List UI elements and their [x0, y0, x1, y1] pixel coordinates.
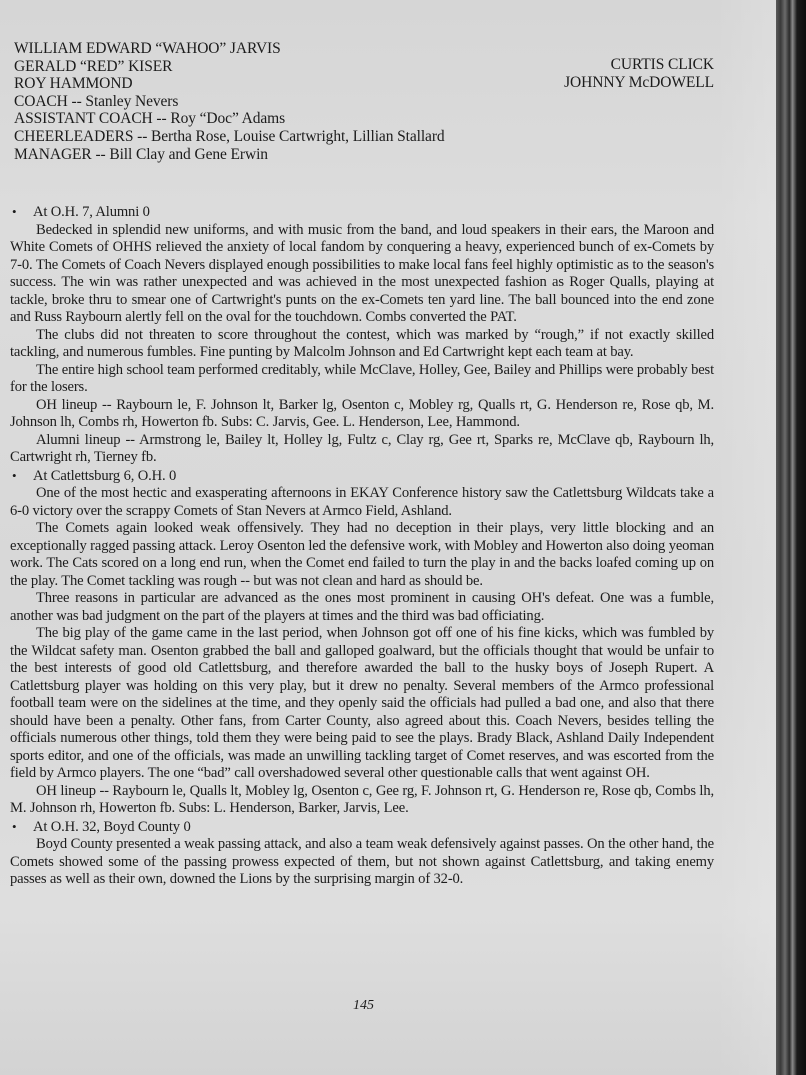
- manager-line: MANAGER -- Bill Clay and Gene Erwin: [14, 145, 268, 163]
- alumni-lineup: Alumni lineup -- Armstrong le, Bailey lt, Holley lg, Fultz c, Clay rg, Gee rt, Sparks re, McClave qb, Raybourn lh, Cartwright rh, Tierney fb.: [10, 431, 714, 465]
- game-score: At O.H. 7, Alumni 0: [33, 204, 150, 220]
- oh-lineup: OH lineup -- Raybourn le, F. Johnson lt, Barker lg, Osenton c, Mobley rg, Qualls rt, G. Henderson re, Rose qb, M. Johnson lh, Combs rh, Howerton fb. Subs: C. Jarvis, Gee. L. Henderson, Lee, Hammond.: [10, 396, 714, 430]
- oh-lineup: OH lineup -- Raybourn le, Qualls lt, Mobley lg, Osenton c, Gee rg, F. Johnson rt, G. Henderson re, Rose qb, Combs lh, M. Johnson rh, Howerton fb. Subs: L. Henderson, Barker, Jarvis, Lee.: [10, 782, 714, 816]
- cheerleaders-line: CHEERLEADERS -- Bertha Rose, Louise Cartwright, Lillian Stallard: [14, 127, 445, 145]
- page-number: 145: [353, 998, 374, 1013]
- bullet-icon: •: [12, 467, 17, 483]
- game-report-boyd-county: [10, 818, 714, 889]
- bullet-icon: •: [12, 818, 17, 834]
- roster-line: ROY HAMMOND: [14, 75, 133, 93]
- game-report-alumni: [10, 203, 714, 467]
- book-binding-edge: [776, 0, 806, 1075]
- paragraph: Bedecked in splendid new uniforms, and with music from the band, and loud speakers in their ears, the Maroon and White Comets of OHHS relieved the anxiety of local fandom by conquering a heavy, experienced bunch of ex-Comets by 7-0. The Comets of Coach Nevers displayed enough possibilities to make local fans feel highly optimistic as to the season's success. The win was rather unexpected and was achieved in the most unexpected fashion as Roger Qualls, playing at tackle, broke thru to smear one of Cartwright's punts on the ex-Comets ten yard line. The ball bounced into the end zone and Russ Raybourn alertly fell on the oval for the touchdown. Combs converted the PAT.: [10, 221, 714, 325]
- game-reports: [10, 203, 714, 889]
- roster-line: JOHNNY McDOWELL: [564, 73, 714, 91]
- roster-line: GERALD “RED” KISER: [14, 57, 173, 75]
- game-score: At O.H. 32, Boyd County 0: [33, 818, 191, 835]
- paragraph: Boyd County presented a weak passing attack, and also a team weak defensively against passes. On the other hand, the Comets showed some of the passing prowess expected of them, but not shown against Catlettsburg, and taking enemy passes as well as their own, downed the Lions by the surprising margin of 32-0.: [10, 836, 714, 887]
- paragraph: Three reasons in particular are advanced as the ones most prominent in causing OH's defeat. One was a fumble, another was bad judgment on the part of the players at times and the third was bad officiating.: [10, 590, 714, 624]
- paragraph: One of the most hectic and exasperating afternoons in EKAY Conference history saw the Catlettsburg Wildcats take a 6-0 victory over the scrappy Comets of Stan Nevers at Armco Field, Ashland.: [10, 485, 714, 519]
- game-heading: [10, 203, 714, 222]
- roster-line: CURTIS CLICK: [610, 56, 714, 73]
- roster-right-column: [564, 56, 714, 91]
- assistant-coach-line: ASSISTANT COACH -- Roy “Doc” Adams: [14, 110, 286, 128]
- bullet-icon: •: [12, 204, 17, 219]
- paragraph: The big play of the game came in the last period, when Johnson got off one of his fine kicks, which was fumbled by the Wildcat safety man. Osenton grabbed the ball and galloped goalward, but the officials thought that would be unfair to the best interests of good old Catlettsburg, and therefore awarded the ball to the husky boys of Joseph Rupert. A Catlettsburg player was holding on this very play, but it drew no penalty. Several members of the Armco professional football team were on the sidelines at the time, and they openly said the officials had pulled a bad one, and also that there should have been a penalty. Other fans, from Carter County, also agreed about this. Coach Nevers, besides telling the officials numerous other things, told them they were being paid to see the plays. Brady Black, Ashland Daily Independent sports editor, and one of the officials, was made an unwilling tackling target of Comet reserves, and was escorted from the field by Armco players. The one “bad” call overshadowed several other questionable calls that went against OH.: [10, 625, 714, 781]
- game-score: At Catlettsburg 6, O.H. 0: [33, 467, 177, 484]
- paragraph: The entire high school team performed creditably, while McClave, Holley, Gee, Bailey and Phillips were probably best for the losers.: [10, 361, 714, 395]
- game-report-catlettsburg: [10, 467, 714, 818]
- coach-line: COACH -- Stanley Nevers: [14, 92, 179, 110]
- game-heading: [10, 467, 714, 486]
- roster-line: WILLIAM EDWARD “WAHOO” JARVIS: [14, 40, 281, 57]
- paragraph: The clubs did not threaten to score throughout the contest, which was marked by “rough,” if not exactly skilled tackling, and numerous fumbles. Fine punting by Malcolm Johnson and Ed Cartwright kept each team at bay.: [10, 326, 714, 360]
- paragraph: The Comets again looked weak offensively. They had no deception in their plays, very little blocking and an exceptionally ragged passing attack. Leroy Osenton led the defensive work, with Mobley and Howerton also doing yeoman work. The Cats scored on a long end run, when the Comet end failed to turn the play in and the backs loafed coming up on the play. The Comet tackling was rough -- but was not clean and hard as should be.: [10, 520, 714, 589]
- game-heading: [10, 818, 714, 837]
- team-roster: [14, 40, 714, 163]
